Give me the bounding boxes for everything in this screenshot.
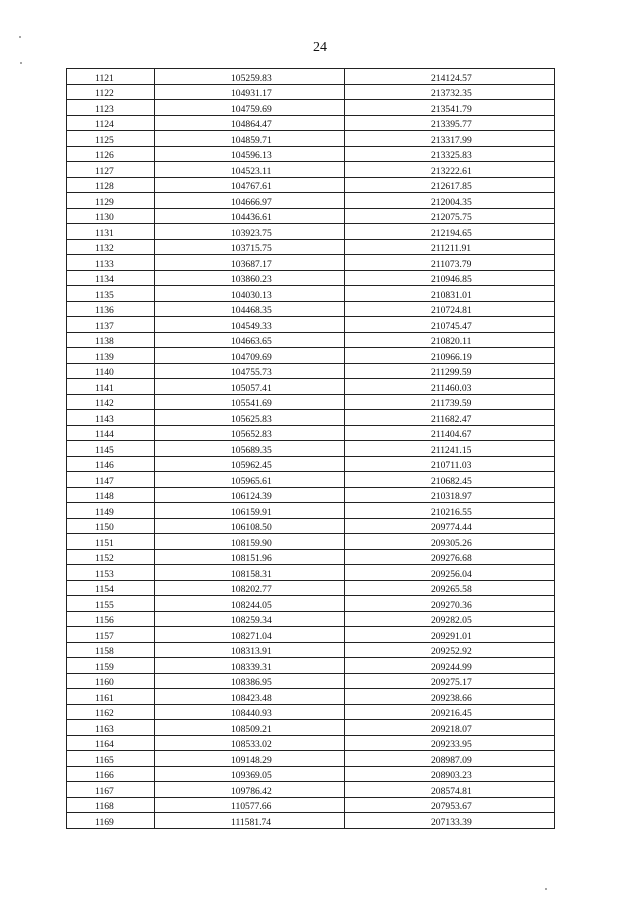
point-number-cell: 1166: [67, 766, 155, 782]
y-coordinate-cell: 213732.35: [345, 84, 555, 100]
x-coordinate-cell: 104709.69: [155, 348, 345, 364]
point-number-cell: 1158: [67, 642, 155, 658]
y-coordinate-cell: 212075.75: [345, 208, 555, 224]
x-coordinate-cell: 105259.83: [155, 69, 345, 85]
table-row: [67, 580, 555, 596]
y-coordinate-cell: 209774.44: [345, 518, 555, 534]
x-coordinate-cell: 105541.69: [155, 394, 345, 410]
point-number-cell: 1144: [67, 425, 155, 441]
point-number-cell: 1149: [67, 503, 155, 519]
x-coordinate-cell: 104549.33: [155, 317, 345, 333]
table-row: [67, 239, 555, 255]
scan-speck: [20, 62, 22, 64]
x-coordinate-cell: 104767.61: [155, 177, 345, 193]
y-coordinate-cell: 209216.45: [345, 704, 555, 720]
point-number-cell: 1157: [67, 627, 155, 643]
y-coordinate-cell: 210724.81: [345, 301, 555, 317]
point-number-cell: 1124: [67, 115, 155, 131]
x-coordinate-cell: 105652.83: [155, 425, 345, 441]
point-number-cell: 1154: [67, 580, 155, 596]
y-coordinate-cell: 211211.91: [345, 239, 555, 255]
point-number-cell: 1126: [67, 146, 155, 162]
table-row: [67, 131, 555, 147]
y-coordinate-cell: 210820.11: [345, 332, 555, 348]
table-row: [67, 549, 555, 565]
y-coordinate-cell: 209256.04: [345, 565, 555, 581]
x-coordinate-cell: 108271.04: [155, 627, 345, 643]
scan-speck: [545, 888, 547, 890]
y-coordinate-cell: 211073.79: [345, 255, 555, 271]
x-coordinate-cell: 104755.73: [155, 363, 345, 379]
y-coordinate-cell: 209244.99: [345, 658, 555, 674]
table-row: [67, 115, 555, 131]
point-number-cell: 1134: [67, 270, 155, 286]
point-number-cell: 1140: [67, 363, 155, 379]
x-coordinate-cell: 108533.02: [155, 735, 345, 751]
table-row: [67, 286, 555, 302]
y-coordinate-cell: 208987.09: [345, 751, 555, 767]
x-coordinate-cell: 105689.35: [155, 441, 345, 457]
x-coordinate-cell: 108244.05: [155, 596, 345, 612]
table-row: [67, 503, 555, 519]
y-coordinate-cell: 209291.01: [345, 627, 555, 643]
point-number-cell: 1137: [67, 317, 155, 333]
y-coordinate-cell: 209270.36: [345, 596, 555, 612]
y-coordinate-cell: 212617.85: [345, 177, 555, 193]
y-coordinate-cell: 210831.01: [345, 286, 555, 302]
x-coordinate-cell: 106124.39: [155, 487, 345, 503]
y-coordinate-cell: 210216.55: [345, 503, 555, 519]
y-coordinate-cell: 209275.17: [345, 673, 555, 689]
table-row: [67, 208, 555, 224]
y-coordinate-cell: 213317.99: [345, 131, 555, 147]
table-row: [67, 704, 555, 720]
point-number-cell: 1123: [67, 100, 155, 116]
point-number-cell: 1130: [67, 208, 155, 224]
point-number-cell: 1165: [67, 751, 155, 767]
x-coordinate-cell: 108159.90: [155, 534, 345, 550]
table-row: [67, 518, 555, 534]
point-number-cell: 1155: [67, 596, 155, 612]
point-number-cell: 1160: [67, 673, 155, 689]
x-coordinate-cell: 108440.93: [155, 704, 345, 720]
x-coordinate-cell: 105057.41: [155, 379, 345, 395]
table-row: [67, 224, 555, 240]
point-number-cell: 1156: [67, 611, 155, 627]
table-row: [67, 441, 555, 457]
x-coordinate-cell: 104759.69: [155, 100, 345, 116]
x-coordinate-cell: 105965.61: [155, 472, 345, 488]
y-coordinate-cell: 208903.23: [345, 766, 555, 782]
point-number-cell: 1135: [67, 286, 155, 302]
point-number-cell: 1159: [67, 658, 155, 674]
table-row: [67, 766, 555, 782]
point-number-cell: 1127: [67, 162, 155, 178]
y-coordinate-cell: 212194.65: [345, 224, 555, 240]
y-coordinate-cell: 211241.15: [345, 441, 555, 457]
x-coordinate-cell: 108509.21: [155, 720, 345, 736]
x-coordinate-cell: 104596.13: [155, 146, 345, 162]
table-row: [67, 565, 555, 581]
point-number-cell: 1143: [67, 410, 155, 426]
y-coordinate-cell: 213541.79: [345, 100, 555, 116]
point-number-cell: 1132: [67, 239, 155, 255]
point-number-cell: 1141: [67, 379, 155, 395]
table-row: [67, 456, 555, 472]
x-coordinate-cell: 108202.77: [155, 580, 345, 596]
table-row: [67, 270, 555, 286]
y-coordinate-cell: 209218.07: [345, 720, 555, 736]
point-number-cell: 1169: [67, 813, 155, 829]
table-row: [67, 751, 555, 767]
x-coordinate-cell: 103860.23: [155, 270, 345, 286]
table-row: [67, 410, 555, 426]
point-number-cell: 1128: [67, 177, 155, 193]
y-coordinate-cell: 213222.61: [345, 162, 555, 178]
y-coordinate-cell: 210711.03: [345, 456, 555, 472]
y-coordinate-cell: 209252.92: [345, 642, 555, 658]
table-row: [67, 658, 555, 674]
y-coordinate-cell: 207953.67: [345, 797, 555, 813]
point-number-cell: 1125: [67, 131, 155, 147]
x-coordinate-cell: 104030.13: [155, 286, 345, 302]
table-row: [67, 627, 555, 643]
x-coordinate-cell: 103923.75: [155, 224, 345, 240]
x-coordinate-cell: 109786.42: [155, 782, 345, 798]
point-number-cell: 1168: [67, 797, 155, 813]
y-coordinate-cell: 213325.83: [345, 146, 555, 162]
x-coordinate-cell: 106159.91: [155, 503, 345, 519]
point-number-cell: 1151: [67, 534, 155, 550]
table-row: [67, 596, 555, 612]
page-number: 24: [313, 40, 327, 55]
x-coordinate-cell: 104864.47: [155, 115, 345, 131]
x-coordinate-cell: 108339.31: [155, 658, 345, 674]
x-coordinate-cell: 104468.35: [155, 301, 345, 317]
point-number-cell: 1162: [67, 704, 155, 720]
x-coordinate-cell: 108151.96: [155, 549, 345, 565]
table-row: [67, 317, 555, 333]
table-row: [67, 813, 555, 829]
x-coordinate-cell: 108423.48: [155, 689, 345, 705]
x-coordinate-cell: 108259.34: [155, 611, 345, 627]
y-coordinate-cell: 214124.57: [345, 69, 555, 85]
y-coordinate-cell: 210318.97: [345, 487, 555, 503]
point-number-cell: 1152: [67, 549, 155, 565]
table-row: [67, 363, 555, 379]
table-row: [67, 472, 555, 488]
x-coordinate-cell: 104666.97: [155, 193, 345, 209]
point-number-cell: 1150: [67, 518, 155, 534]
x-coordinate-cell: 110577.66: [155, 797, 345, 813]
x-coordinate-cell: 109148.29: [155, 751, 345, 767]
x-coordinate-cell: 109369.05: [155, 766, 345, 782]
table-row: [67, 162, 555, 178]
point-number-cell: 1131: [67, 224, 155, 240]
point-number-cell: 1163: [67, 720, 155, 736]
x-coordinate-cell: 108386.95: [155, 673, 345, 689]
table-row: [67, 534, 555, 550]
point-number-cell: 1138: [67, 332, 155, 348]
table-row: [67, 379, 555, 395]
table-row: [67, 689, 555, 705]
table-row: [67, 720, 555, 736]
point-number-cell: 1142: [67, 394, 155, 410]
point-number-cell: 1147: [67, 472, 155, 488]
y-coordinate-cell: 209265.58: [345, 580, 555, 596]
table-row: [67, 177, 555, 193]
y-coordinate-cell: 208574.81: [345, 782, 555, 798]
y-coordinate-cell: 213395.77: [345, 115, 555, 131]
y-coordinate-cell: 209233.95: [345, 735, 555, 751]
y-coordinate-cell: 209238.66: [345, 689, 555, 705]
table-row: [67, 301, 555, 317]
point-number-cell: 1139: [67, 348, 155, 364]
table-row: [67, 782, 555, 798]
scan-speck: [19, 36, 21, 38]
table-row: [67, 84, 555, 100]
point-number-cell: 1133: [67, 255, 155, 271]
y-coordinate-cell: 211299.59: [345, 363, 555, 379]
coordinates-table: [66, 68, 555, 829]
y-coordinate-cell: 210682.45: [345, 472, 555, 488]
x-coordinate-cell: 103715.75: [155, 239, 345, 255]
table-row: [67, 611, 555, 627]
y-coordinate-cell: 210745.47: [345, 317, 555, 333]
coordinates-table-body: [67, 69, 555, 829]
table-row: [67, 69, 555, 85]
point-number-cell: 1121: [67, 69, 155, 85]
point-number-cell: 1153: [67, 565, 155, 581]
point-number-cell: 1146: [67, 456, 155, 472]
x-coordinate-cell: 104931.17: [155, 84, 345, 100]
x-coordinate-cell: 104663.65: [155, 332, 345, 348]
x-coordinate-cell: 104859.71: [155, 131, 345, 147]
y-coordinate-cell: 211682.47: [345, 410, 555, 426]
table-row: [67, 642, 555, 658]
table-row: [67, 673, 555, 689]
point-number-cell: 1161: [67, 689, 155, 705]
table-row: [67, 797, 555, 813]
table-row: [67, 394, 555, 410]
x-coordinate-cell: 108158.31: [155, 565, 345, 581]
y-coordinate-cell: 211460.03: [345, 379, 555, 395]
table-row: [67, 255, 555, 271]
x-coordinate-cell: 111581.74: [155, 813, 345, 829]
point-number-cell: 1136: [67, 301, 155, 317]
table-row: [67, 100, 555, 116]
coordinates-table-wrap: [66, 68, 554, 829]
x-coordinate-cell: 103687.17: [155, 255, 345, 271]
x-coordinate-cell: 108313.91: [155, 642, 345, 658]
x-coordinate-cell: 106108.50: [155, 518, 345, 534]
table-row: [67, 487, 555, 503]
x-coordinate-cell: 104436.61: [155, 208, 345, 224]
y-coordinate-cell: 211404.67: [345, 425, 555, 441]
y-coordinate-cell: 212004.35: [345, 193, 555, 209]
point-number-cell: 1122: [67, 84, 155, 100]
x-coordinate-cell: 105962.45: [155, 456, 345, 472]
table-row: [67, 146, 555, 162]
x-coordinate-cell: 104523.11: [155, 162, 345, 178]
y-coordinate-cell: 210946.85: [345, 270, 555, 286]
y-coordinate-cell: 210966.19: [345, 348, 555, 364]
x-coordinate-cell: 105625.83: [155, 410, 345, 426]
point-number-cell: 1129: [67, 193, 155, 209]
point-number-cell: 1167: [67, 782, 155, 798]
y-coordinate-cell: 209305.26: [345, 534, 555, 550]
table-row: [67, 348, 555, 364]
table-row: [67, 425, 555, 441]
y-coordinate-cell: 211739.59: [345, 394, 555, 410]
y-coordinate-cell: 209276.68: [345, 549, 555, 565]
y-coordinate-cell: 207133.39: [345, 813, 555, 829]
point-number-cell: 1145: [67, 441, 155, 457]
point-number-cell: 1148: [67, 487, 155, 503]
table-row: [67, 193, 555, 209]
table-row: [67, 332, 555, 348]
y-coordinate-cell: 209282.05: [345, 611, 555, 627]
point-number-cell: 1164: [67, 735, 155, 751]
table-row: [67, 735, 555, 751]
